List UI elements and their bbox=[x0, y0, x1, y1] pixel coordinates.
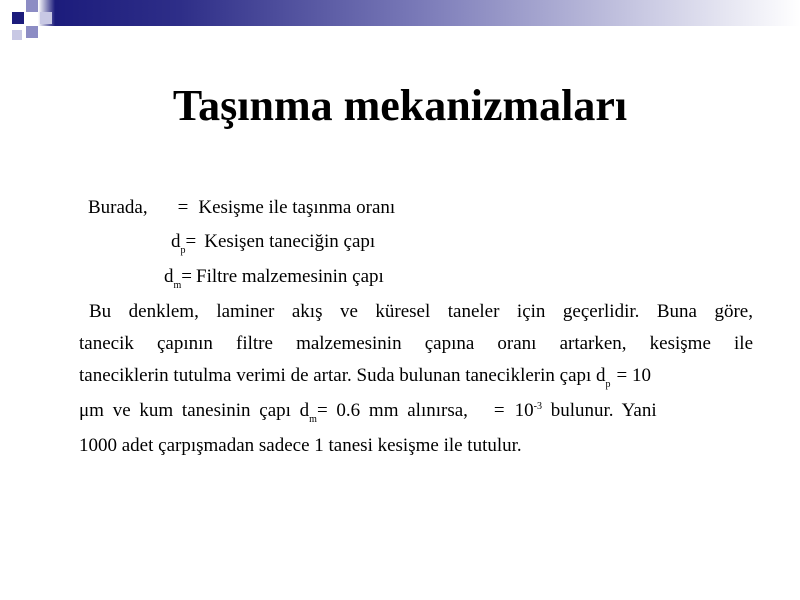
definition-text: Kesişme ile taşınma oranı bbox=[198, 197, 396, 218]
definition-row-dm bbox=[164, 265, 384, 292]
variable-subscript: p bbox=[605, 379, 611, 390]
equals-sign: = bbox=[185, 231, 197, 252]
paragraph-line: μm ve kum tanesinin çapı $d_m= 0.6$ mm alınırsa, = $10^{-3}$ bulunur. Yani bbox=[79, 400, 657, 425]
power-exponent: -3 bbox=[533, 401, 542, 412]
equals-sign: = bbox=[177, 197, 189, 218]
equals-sign: = bbox=[493, 400, 505, 421]
definition-text: Filtre malzemesinin çapı bbox=[196, 266, 384, 287]
equals-sign: = bbox=[181, 266, 192, 287]
paragraph-line: taneciklerin tutulma verimi de artar. Suda bulunan taneciklerin çapı $d_p = 10$ bbox=[79, 365, 652, 390]
corner-square-mid bbox=[26, 26, 38, 38]
paragraph-line: 1000 adet çarpışmadan sadece 1 tanesi kesişme ile tutulur. bbox=[79, 435, 522, 456]
definition-text: Kesişen taneciğin çapı bbox=[204, 231, 376, 252]
variable-symbol: d bbox=[171, 231, 181, 252]
paragraph-line: tanecik çapının filtre malzemesinin çapına oranı artarken, kesişme ile bbox=[79, 333, 753, 354]
paragraph-line: Bu denklem, laminer akış ve küresel taneler için geçerlidir. Buna göre, bbox=[89, 301, 753, 322]
equation-value: = 0.6 mm alınırsa, bbox=[316, 400, 468, 421]
corner-square-light bbox=[12, 30, 22, 40]
corner-square-light bbox=[40, 12, 52, 24]
variable-subscript: m bbox=[173, 280, 182, 291]
corner-square-mid bbox=[26, 0, 38, 12]
variable-symbol: d bbox=[164, 266, 174, 287]
variable-subscript: m bbox=[309, 414, 317, 425]
definition-lead-label: Burada, bbox=[88, 197, 148, 218]
header-gradient-bar bbox=[0, 0, 800, 26]
variable-subscript: p bbox=[180, 245, 186, 256]
slide-title: Taşınma mekanizmaları bbox=[172, 81, 628, 130]
definition-row-dp bbox=[171, 230, 375, 257]
power-base: 10 bbox=[514, 400, 534, 421]
equation-value: = 10 bbox=[616, 365, 652, 386]
body-paragraph bbox=[79, 296, 753, 462]
definition-row-rate bbox=[88, 196, 395, 220]
corner-square-dark bbox=[12, 12, 24, 24]
